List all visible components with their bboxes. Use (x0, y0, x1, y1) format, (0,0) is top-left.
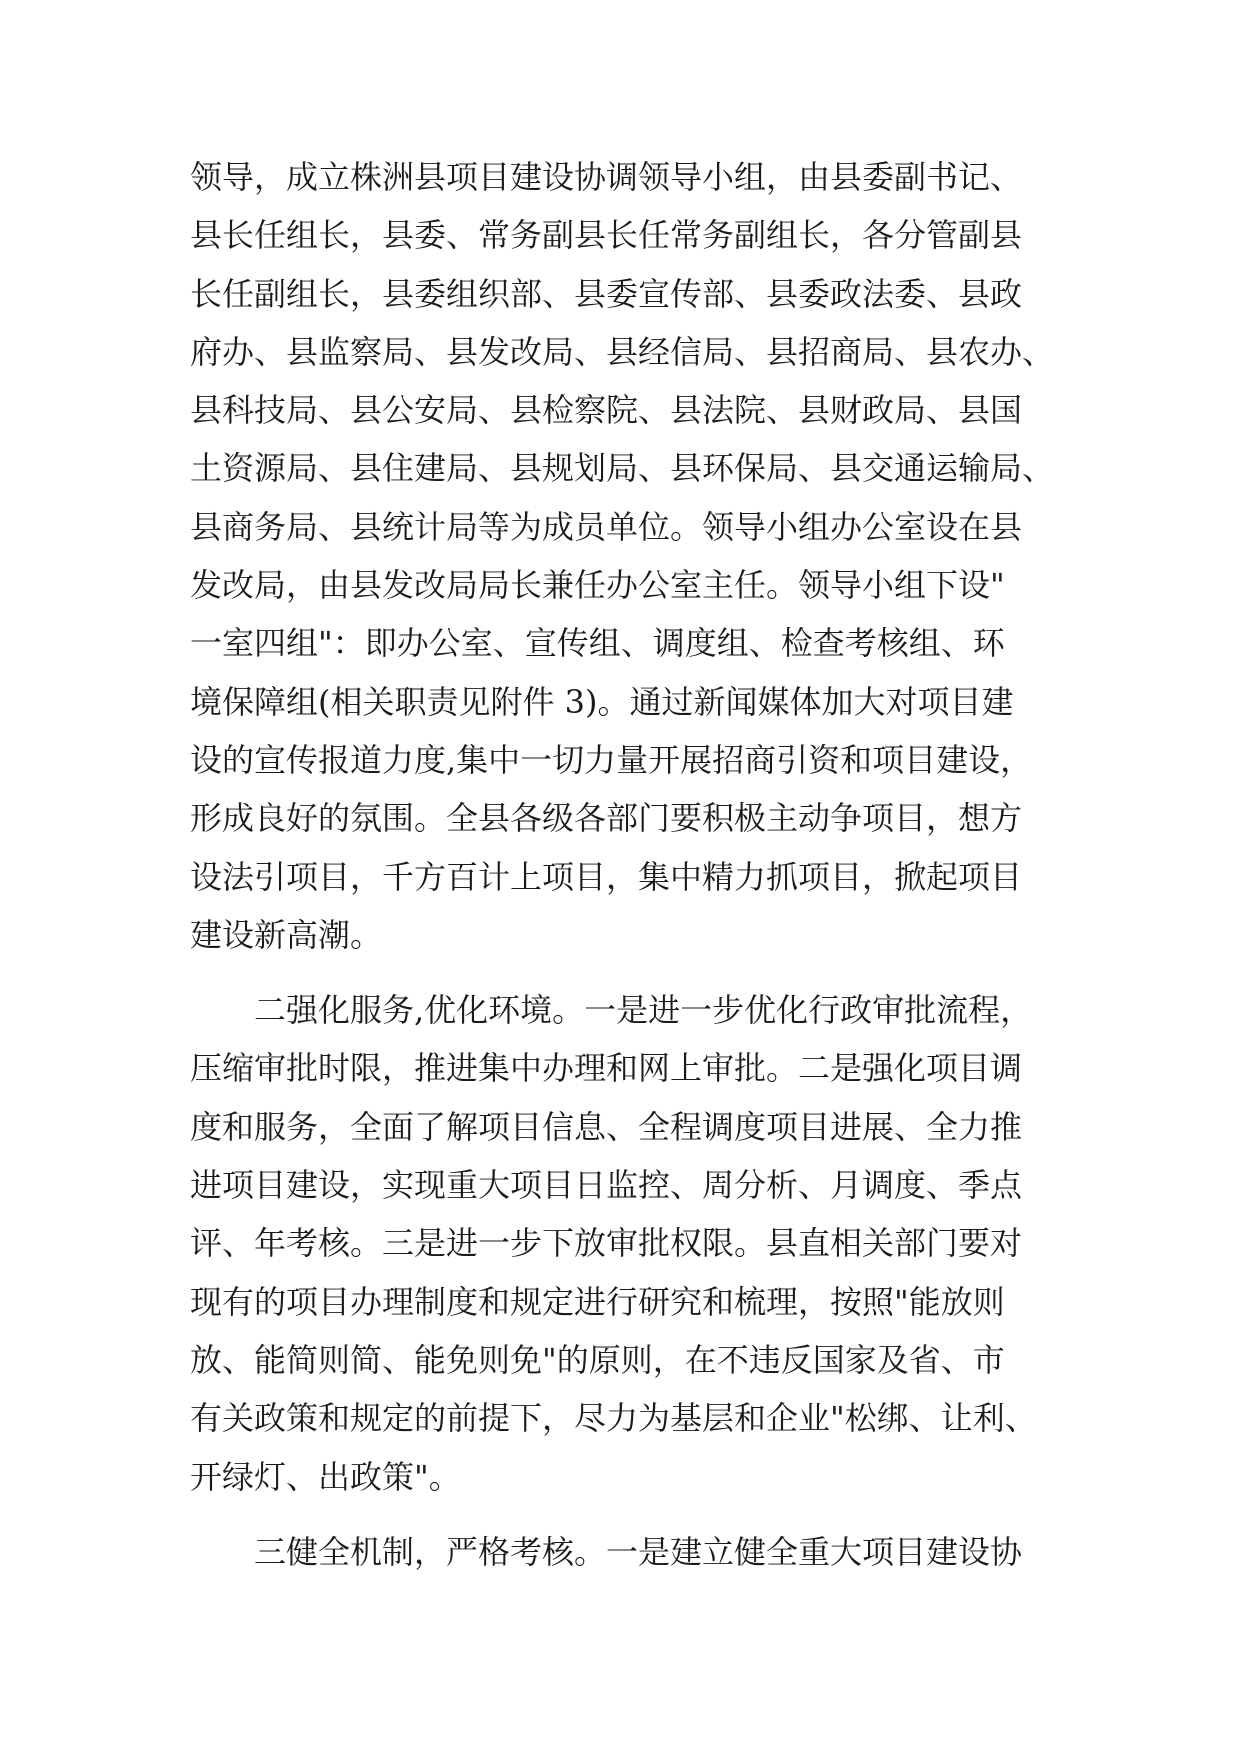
text-line: 府办、县监察局、县发改局、县经信局、县招商局、县农办、 (190, 332, 1055, 371)
text-line: 现有的项目办理制度和规定进行研究和梳理，按照"能放则 (190, 1282, 1005, 1321)
paragraph-1 (190, 148, 1090, 964)
text-line: 度和服务，全面了解项目信息、全程调度项目进展、全力推 (190, 1107, 1023, 1146)
text-line: 设的宣传报道力度,集中一切力量开展招商引资和项目建设， (190, 740, 1033, 779)
text-line: 县科技局、县公安局、县检察院、县法院、县财政局、县国 (190, 391, 1023, 430)
text-line: 县商务局、县统计局等为成员单位。领导小组办公室设在县 (190, 507, 1023, 546)
text-line: 开绿灯、出政策"。 (190, 1457, 461, 1496)
text-line: 县长任组长，县委、常务副县长任常务副组长，各分管副县 (190, 216, 1023, 255)
text-line: 一室四组"：即办公室、宣传组、调度组、检查考核组、环 (190, 624, 1005, 663)
text-line: 有关政策和规定的前提下，尽力为基层和企业"松绑、让利、 (190, 1399, 1037, 1438)
document-body (190, 148, 1090, 1581)
text-line: 设法引项目，千方百计上项目，集中精力抓项目，掀起项目 (190, 857, 1023, 896)
paragraph-2 (190, 981, 1090, 1506)
paragraph-3 (190, 1523, 1090, 1581)
text-line: 放、能简则简、能免则免"的原则，在不违反国家及省、市 (190, 1340, 1005, 1379)
text-line: 境保障组(相关职责见附件 3)。通过新闻媒体加大对项目建 (190, 682, 1014, 721)
text-line: 压缩审批时限，推进集中办理和网上审批。二是强化项目调 (190, 1049, 1023, 1088)
text-line: 评、年考核。三是进一步下放审批权限。县直相关部门要对 (190, 1224, 1023, 1263)
text-line: 建设新高潮。 (190, 915, 383, 954)
text-line: 进项目建设，实现重大项目日监控、周分析、月调度、季点 (190, 1166, 1023, 1205)
text-line: 发改局，由县发改局局长兼任办公室主任。领导小组下设" (190, 566, 1005, 605)
paragraph-spacer (190, 964, 1090, 981)
text-line: 三健全机制，严格考核。一是建立健全重大项目建设协 (254, 1532, 1023, 1571)
paragraph-spacer (190, 1506, 1090, 1523)
text-line: 长任副组长，县委组织部、县委宣传部、县委政法委、县政 (190, 274, 1023, 313)
text-line: 二强化服务,优化环境。一是进一步优化行政审批流程， (254, 991, 1033, 1030)
text-line: 土资源局、县住建局、县规划局、县环保局、县交通运输局、 (190, 449, 1055, 488)
text-line: 形成良好的氛围。全县各级各部门要积极主动争项目，想方 (190, 799, 1023, 838)
text-line: 领导，成立株洲县项目建设协调领导小组，由县委副书记、 (190, 158, 1023, 196)
